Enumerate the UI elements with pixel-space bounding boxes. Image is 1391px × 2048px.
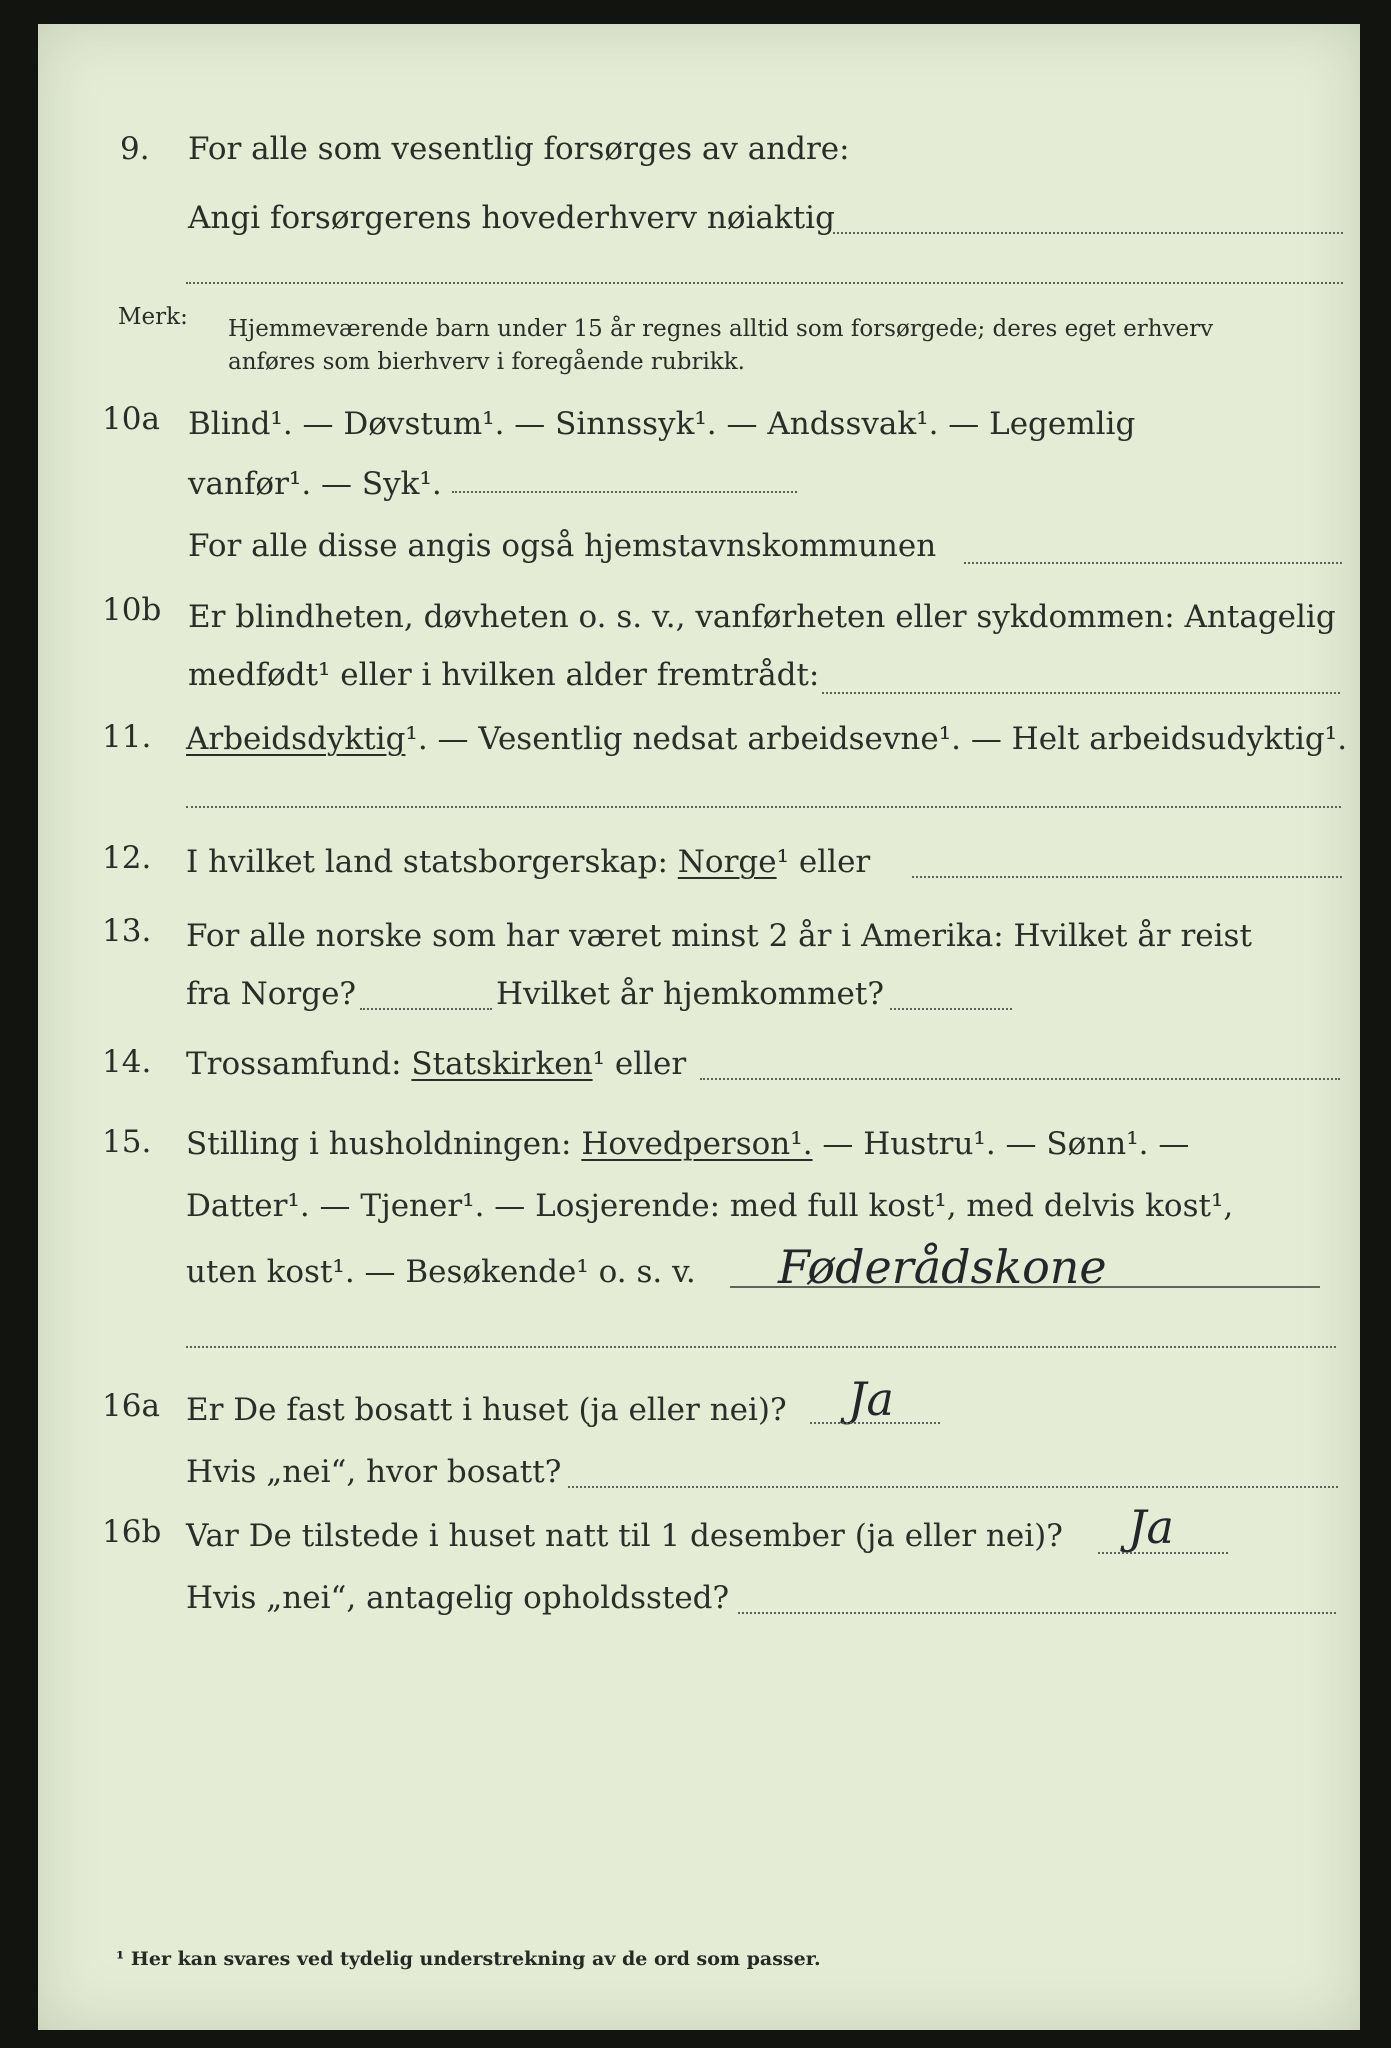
q9-number: 9. (120, 131, 150, 167)
q12-post: ¹ eller (776, 844, 871, 880)
q15-line2: Datter¹. — Tjener¹. — Losjerende: med full kost¹, med delvis kost¹, (186, 1188, 1234, 1224)
q14-post: ¹ eller (592, 1046, 687, 1082)
q15-number: 15. (102, 1124, 152, 1160)
merk-line1: Hjemmeværende barn under 15 år regnes alltid som forsørgede; deres eget erhverv (228, 316, 1214, 342)
q16a-line2: Hvis „nei“, hvor bosatt? (186, 1454, 562, 1490)
q15-answer-line (730, 1286, 1320, 1288)
q16a-handwritten-answer: Ja (848, 1372, 894, 1426)
q15-line1-rest: — Hustru¹. — Sønn¹. — (822, 1126, 1190, 1162)
q14-answer-line (700, 1078, 1340, 1080)
q13-year-left-line (360, 1008, 492, 1010)
q13-line2a: fra Norge? (186, 976, 357, 1012)
q16b-line1: Var De tilstede i huset natt til 1 desember (ja eller nei)? (186, 1518, 1063, 1554)
q15-pre: Stilling i husholdningen: (186, 1126, 572, 1162)
q11-option-arbeidsdyktig: Arbeidsdyktig (186, 721, 406, 757)
q11-number: 11. (102, 719, 152, 755)
q15-handwritten-answer: Føderådskone (778, 1240, 1107, 1294)
q14-line (186, 1046, 686, 1082)
q11-rest: ¹. — Vesentlig nedsat arbeidsevne¹. — Helt arbeidsudyktig¹. (405, 721, 1348, 757)
q13-number: 13. (102, 913, 152, 949)
census-form-page (38, 24, 1360, 2030)
q15-option-hovedperson: Hovedperson¹. (581, 1126, 813, 1162)
q16a-answer-line (810, 1422, 940, 1424)
q10a-line3: For alle disse angis også hjemstavnskommunen (188, 528, 937, 564)
q16b-handwritten-answer: Ja (1128, 1500, 1174, 1554)
q12-number: 12. (102, 840, 152, 876)
q16a-residence-line (568, 1486, 1338, 1488)
q12-option-norge: Norge (677, 844, 777, 880)
q10a-answer-line (452, 491, 797, 493)
q14-option-statskirken: Statskirken (411, 1046, 593, 1082)
q14-number: 14. (102, 1044, 152, 1080)
q10b-number: 10b (102, 592, 162, 628)
q9-answer-line (833, 232, 1343, 234)
q15-line1 (186, 1126, 1189, 1162)
q9-answer-line-2 (186, 282, 1343, 284)
q12-answer-line (912, 876, 1342, 878)
q11-answer-line (186, 806, 1341, 808)
merk-line2: anføres som bierhverv i foregående rubrikk. (228, 349, 745, 375)
q11-line (186, 721, 1347, 757)
q12-pre: I hvilket land statsborgerskap: (186, 844, 668, 880)
q9-line1: For alle som vesentlig forsørges av andre: (188, 131, 850, 167)
q13-year-returned-line (890, 1008, 1012, 1010)
q16b-number: 16b (102, 1514, 162, 1550)
q16b-answer-line (1098, 1552, 1228, 1554)
q10b-line2: medfødt¹ eller i hvilken alder fremtrådt: (188, 657, 820, 693)
q16a-line1: Er De fast bosatt i huset (ja eller nei)? (186, 1392, 787, 1428)
q14-pre: Trossamfund: (186, 1046, 402, 1082)
q10a-line2: vanfør¹. — Syk¹. (188, 466, 442, 502)
q13-line2b: Hvilket år hjemkommet? (496, 976, 884, 1012)
q15-answer-line-2 (186, 1346, 1336, 1348)
q13-line1: For alle norske som har været minst 2 år i Amerika: Hvilket år reist (186, 918, 1252, 954)
q10a-home-municipality-line (964, 562, 1342, 564)
q10b-answer-line (822, 692, 1340, 694)
q16b-line2: Hvis „nei“, antagelig opholdssted? (186, 1580, 730, 1616)
q15-line3: uten kost¹. — Besøkende¹ o. s. v. (186, 1254, 696, 1290)
q16a-number: 16a (102, 1388, 160, 1424)
footnote: ¹ Her kan svares ved tydelig understrekning av de ord som passer. (116, 1948, 821, 1970)
q9-line2: Angi forsørgerens hovederhverv nøiaktig (188, 200, 835, 236)
q10a-number: 10a (102, 401, 160, 437)
q10a-line1: Blind¹. — Døvstum¹. — Sinnssyk¹. — Andssvak¹. — Legemlig (188, 406, 1136, 442)
q12-line (186, 844, 870, 880)
q10b-line1: Er blindheten, døvheten o. s. v., vanførheten eller sykdommen: Antagelig (188, 599, 1336, 635)
merk-label: Merk: (118, 304, 188, 330)
q16b-location-line (738, 1612, 1336, 1614)
